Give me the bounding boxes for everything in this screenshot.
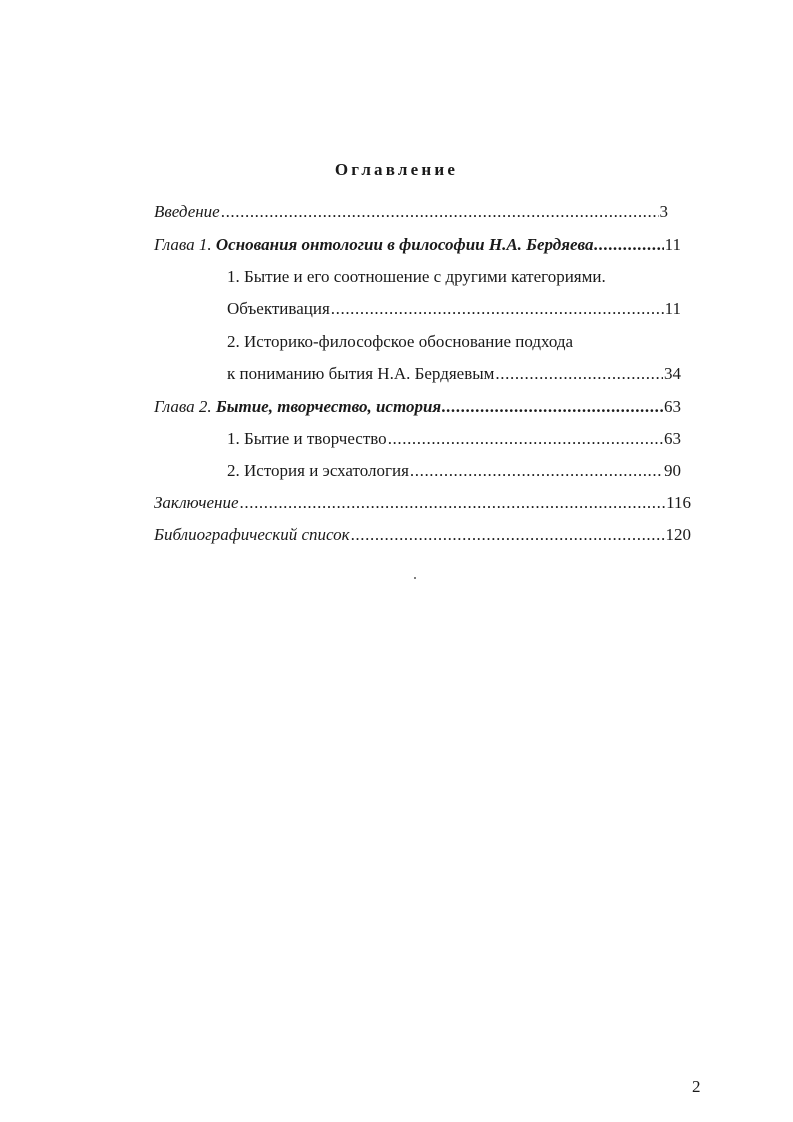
toc-entry-label: 2. История и эсхатология xyxy=(227,461,409,480)
toc-entry-page: 120 xyxy=(665,525,691,544)
toc-entry-label: к пониманию бытия Н.А. Бердяевым xyxy=(227,364,495,383)
dot-leader xyxy=(388,428,663,450)
dot-leader xyxy=(594,234,664,256)
toc-entry-section-1-1[interactable] xyxy=(227,298,681,320)
toc-entry-label: Введение xyxy=(154,202,220,221)
toc-entry-page: 90 xyxy=(664,461,681,480)
toc-entry-page: 63 xyxy=(664,429,681,448)
toc-entry-intro[interactable] xyxy=(154,201,668,223)
toc-entry-label: 1. Бытие и творчество xyxy=(227,429,387,448)
chapter-title: Бытие, творчество, история xyxy=(215,397,442,416)
toc-entry-label xyxy=(154,396,441,418)
dot-leader xyxy=(410,460,663,482)
toc-entry-page: 63 xyxy=(664,397,681,416)
scan-speck xyxy=(414,577,416,579)
toc-entry-section-2-1[interactable] xyxy=(227,428,681,450)
toc-entry-label: Библиографический список xyxy=(154,525,350,544)
toc-entry-label xyxy=(154,234,594,256)
chapter-prefix: Глава 1. xyxy=(154,235,212,254)
toc-entry-page: 34 xyxy=(664,364,681,383)
toc-entry-page: 3 xyxy=(659,202,668,221)
toc-entry-section-2-2[interactable] xyxy=(227,460,681,482)
dot-leader xyxy=(441,396,663,418)
toc-entry-section-1-2[interactable] xyxy=(227,363,681,385)
toc-entry-label: Заключение xyxy=(154,493,239,512)
dot-leader xyxy=(495,363,663,385)
dot-leader xyxy=(351,524,665,546)
dot-leader xyxy=(221,201,659,223)
chapter-prefix: Глава 2. xyxy=(154,397,212,416)
toc-entry-bibliography[interactable] xyxy=(154,524,691,546)
page-number: 2 xyxy=(692,1077,701,1096)
toc-entry-label: Объективация xyxy=(227,299,330,318)
toc-entry-chapter-2[interactable] xyxy=(154,396,681,418)
dot-leader xyxy=(240,492,666,514)
chapter-title: Основания онтологии в философии Н.А. Бердяева xyxy=(215,235,594,254)
page-title: Оглавление xyxy=(334,160,459,179)
toc-section-1-1-line1[interactable]: 1. Бытие и его соотношение с другими категориями. xyxy=(227,267,606,286)
toc-section-1-2-line1[interactable]: 2. Историко-философское обоснование подхода xyxy=(227,332,574,351)
toc-entry-page: 116 xyxy=(666,493,691,512)
toc-entry-conclusion[interactable] xyxy=(154,492,691,514)
toc-entry-page: 11 xyxy=(664,299,681,318)
toc-entry-page: 11 xyxy=(664,235,681,254)
dot-leader xyxy=(331,298,664,320)
toc-entry-chapter-1[interactable] xyxy=(154,234,681,256)
